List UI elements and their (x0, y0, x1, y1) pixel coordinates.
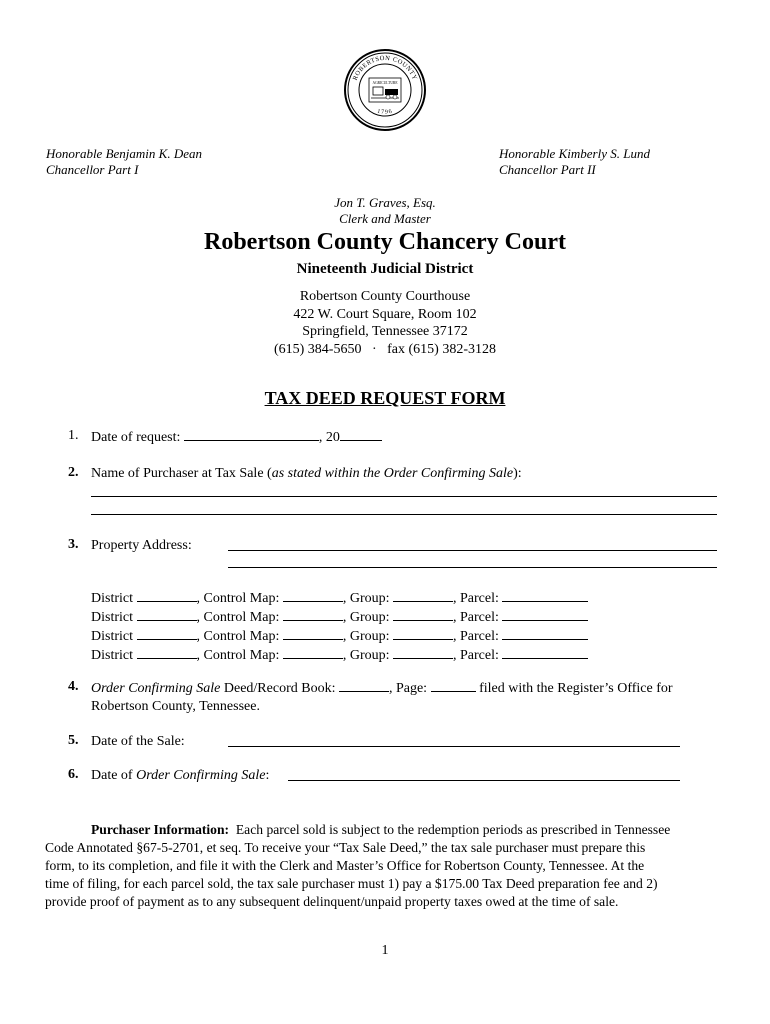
item-4-number: 4. (68, 679, 79, 694)
address-separator: · (371, 341, 377, 357)
district-field[interactable] (137, 608, 197, 621)
group-field[interactable] (393, 589, 453, 602)
purchaser-info-line-3: form, to its completion, and file it with the Clerk and Master’s Office for Robertson County, Tennessee. At the (45, 858, 645, 873)
item-6-label-b: : (265, 768, 270, 783)
item-4-county-text: Robertson County, Tennessee. (91, 699, 260, 714)
parcel-row (91, 646, 588, 665)
court-address (0, 288, 770, 358)
judge-right-title: Chancellor Part II (499, 162, 596, 177)
svg-text:1796 (377, 109, 394, 116)
parcel-field[interactable] (502, 627, 588, 640)
date-of-request-label: Date of request: (91, 430, 181, 445)
parcel-label: , Parcel: (453, 610, 499, 625)
seal-top-text: ROBERTSON COUNTY (351, 54, 419, 82)
control-map-field[interactable] (283, 627, 343, 640)
date-of-sale-label: Date of the Sale: (91, 734, 185, 749)
court-name: Robertson County Chancery Court (204, 229, 566, 255)
control-map-label: , Control Map: (196, 629, 280, 644)
group-field[interactable] (393, 627, 453, 640)
control-map-field[interactable] (283, 608, 343, 621)
judge-left-name: Honorable Benjamin K. Dean (46, 146, 202, 161)
item-1-number: 1. (68, 428, 79, 443)
purchaser-name-field-2[interactable] (91, 514, 717, 515)
address-contact (0, 341, 770, 359)
purchaser-information-heading: Purchaser Information: (91, 822, 230, 837)
purchaser-name-field-1[interactable] (91, 496, 717, 497)
group-field[interactable] (393, 608, 453, 621)
clerk-block (0, 195, 770, 227)
control-map-field[interactable] (283, 589, 343, 602)
purchaser-info-line-4: time of filing, for each parcel sold, the tax sale purchaser must 1) pay a $175.00 Tax Deed preparation fee and 2) (45, 876, 658, 891)
group-label: , Group: (342, 591, 390, 606)
group-field[interactable] (393, 646, 453, 659)
item-6-number: 6. (68, 767, 79, 782)
date-of-request-field[interactable] (184, 428, 319, 441)
control-map-label: , Control Map: (196, 648, 280, 663)
item-5-number: 5. (68, 733, 79, 748)
form-title: TAX DEED REQUEST FORM (264, 388, 506, 408)
item-4 (91, 679, 731, 716)
purchaser-info-line-2: Code Annotated §67-5-2701, et seq. To receive your “Tax Sale Deed,” the tax sale purchaser must prepare this (45, 840, 646, 855)
parcel-label: , Parcel: (453, 629, 499, 644)
purchaser-info-line-1: Each parcel sold is subject to the redemption periods as prescribed in Tennessee (235, 822, 671, 837)
deed-book-label: Deed/Record Book: (220, 681, 336, 696)
deed-book-field[interactable] (339, 679, 389, 692)
address-street: 422 W. Court Square, Room 102 (293, 306, 477, 322)
page-label: , Page: (388, 681, 428, 696)
clerk-title: Clerk and Master (339, 211, 431, 226)
county-seal (343, 48, 427, 132)
page-field[interactable] (431, 679, 476, 692)
district-label: District (91, 591, 133, 606)
purchaser-info-line-5: provide proof of payment as to any subsequent delinquent/unpaid property taxes owed at the time of sale. (45, 894, 619, 909)
item-2-label-a: Name of Purchaser at Tax Sale ( (91, 466, 272, 481)
group-label: , Group: (342, 610, 390, 625)
district-label: District (91, 629, 133, 644)
item-6-label (91, 767, 269, 785)
item-1 (91, 428, 382, 447)
judge-left-title: Chancellor Part I (46, 162, 139, 177)
parcel-row (91, 589, 588, 608)
district-field[interactable] (137, 627, 197, 640)
item-2-label-italic: as stated within the Order Confirming Sale (271, 466, 514, 481)
parcel-field[interactable] (502, 646, 588, 659)
item-2-label-b: ): (513, 466, 522, 481)
district-field[interactable] (137, 589, 197, 602)
item-4-filed-text: filed with the Register’s Office for (479, 681, 673, 696)
page-number: 1 (381, 943, 389, 958)
purchaser-information (45, 821, 727, 911)
group-label: , Group: (342, 629, 390, 644)
parcel-field[interactable] (502, 589, 588, 602)
parcel-label: , Parcel: (453, 648, 499, 663)
property-address-field-2[interactable] (228, 567, 717, 568)
control-map-label: , Control Map: (196, 610, 280, 625)
group-label: , Group: (342, 648, 390, 663)
control-map-field[interactable] (283, 646, 343, 659)
property-address-field-1[interactable] (228, 550, 717, 551)
parcel-label: , Parcel: (453, 591, 499, 606)
address-phone: (615) 384-5650 (273, 341, 362, 357)
control-map-label: , Control Map: (196, 591, 280, 606)
year-prefix: , 20 (318, 430, 340, 445)
date-of-sale-field[interactable] (228, 746, 680, 747)
address-city: Springfield, Tennessee 37172 (302, 324, 468, 339)
seal-center-text: AGRICULTURE (372, 81, 398, 85)
parcel-row (91, 627, 588, 646)
judge-right (499, 146, 650, 178)
item-4-italic: Order Confirming Sale (91, 681, 221, 696)
item-2-number: 2. (68, 465, 79, 480)
item-3-number: 3. (68, 537, 79, 552)
district-field[interactable] (137, 646, 197, 659)
seal-bottom-text: 1796 (376, 108, 394, 116)
address-building: Robertson County Courthouse (299, 289, 471, 304)
item-6-label-a: Date of (91, 768, 137, 783)
judge-right-name: Honorable Kimberly S. Lund (499, 146, 650, 161)
district-label: District (91, 610, 133, 625)
clerk-name: Jon T. Graves, Esq. (334, 195, 436, 210)
judge-left (46, 146, 202, 178)
judicial-district: Nineteenth Judicial District (296, 261, 474, 277)
date-of-order-field[interactable] (288, 780, 680, 781)
address-fax: fax (615) 382-3128 (387, 341, 497, 357)
year-field[interactable] (340, 428, 382, 441)
parcel-field[interactable] (502, 608, 588, 621)
property-address-label: Property Address: (91, 538, 192, 553)
parcel-rows (91, 589, 588, 665)
form-title-wrap (0, 388, 770, 409)
parcel-row (91, 608, 588, 627)
item-2-label (91, 465, 522, 483)
item-6-label-italic: Order Confirming Sale (136, 768, 266, 783)
district-label: District (91, 648, 133, 663)
